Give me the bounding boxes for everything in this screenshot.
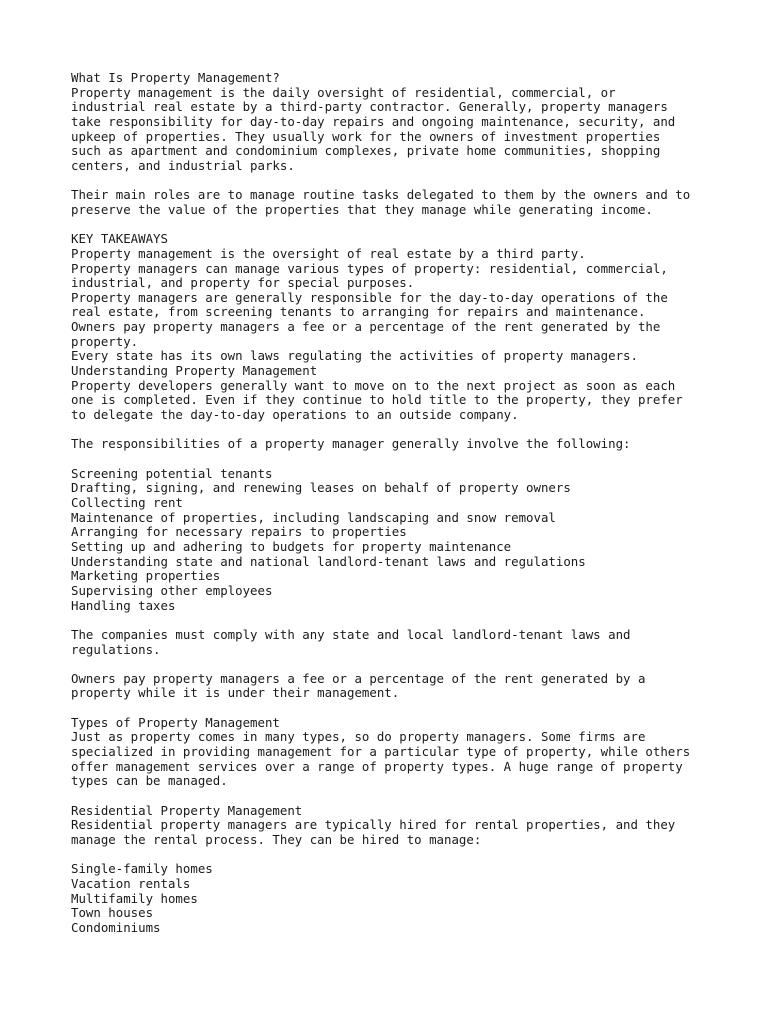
list-item: Handling taxes <box>71 597 176 613</box>
list-item: Single-family homes <box>71 861 213 877</box>
text-line: types can be managed. <box>71 773 228 789</box>
text-line: take responsibility for day-to-day repairs and ongoing maintenance, security, and <box>71 113 676 129</box>
text-line: property. <box>71 333 139 349</box>
blank-line <box>71 174 751 189</box>
text-line: such as apartment and condominium complexes, private home communities, shopping <box>71 143 661 159</box>
section-heading-key-takeaways: KEY TAKEAWAYS <box>71 231 168 247</box>
list-item: Screening potential tenants <box>71 465 273 481</box>
text-line: manage the rental process. They can be hired to manage: <box>71 832 482 847</box>
list-item: Drafting, signing, and renewing leases on behalf of property owners <box>71 480 571 496</box>
list-item: Marketing properties <box>71 568 221 584</box>
blank-line <box>71 613 751 628</box>
section-heading-what-is: What Is Property Management? <box>71 70 280 85</box>
text-line: to delegate the day-to-day operations to an outside company. <box>71 407 519 423</box>
list-item: Supervising other employees <box>71 582 273 598</box>
text-line: Just as property comes in many types, so do property managers. Some firms are <box>71 729 646 745</box>
text-line: offer management services over a range of property types. A huge range of property <box>71 758 683 774</box>
text-line: property while it is under their management. <box>71 685 400 701</box>
list-item: Collecting rent <box>71 494 183 510</box>
text-line: Property management is the oversight of real estate by a third party. <box>71 245 586 261</box>
blank-line <box>71 701 751 716</box>
text-line: The companies must comply with any state and local landlord-tenant laws and <box>71 626 631 642</box>
list-item: Maintenance of properties, including landscaping and snow removal <box>71 509 556 525</box>
document-page <box>71 71 751 936</box>
text-line: industrial, and property for special purposes. <box>71 275 415 291</box>
section-heading-understanding: Understanding Property Management <box>71 363 318 379</box>
text-line: Property management is the daily oversight of residential, commercial, or <box>71 84 616 100</box>
blank-line <box>71 789 751 804</box>
blank-line <box>71 657 751 672</box>
list-item: Multifamily homes <box>71 890 198 906</box>
text-line: Every state has its own laws regulating the activities of property managers. <box>71 348 638 364</box>
blank-line <box>71 423 751 438</box>
text-line: Property managers are generally responsible for the day-to-day operations of the <box>71 289 668 305</box>
text-line: centers, and industrial parks. <box>71 157 295 173</box>
section-heading-types: Types of Property Management <box>71 714 280 730</box>
blank-line <box>71 218 751 233</box>
blank-line <box>71 452 751 467</box>
text-line: real estate, from screening tenants to arranging for repairs and maintenance. <box>71 304 646 320</box>
text-line: Owners pay property managers a fee or a percentage of the rent generated by the <box>71 319 661 335</box>
list-item: Condominiums <box>71 919 161 935</box>
list-item: Understanding state and national landlord-tenant laws and regulations <box>71 553 586 569</box>
text-line: industrial real estate by a third-party contractor. Generally, property managers <box>71 99 668 115</box>
text-line: The responsibilities of a property manager generally involve the following: <box>71 436 631 452</box>
text-line: specialized in providing management for a particular type of property, while others <box>71 744 691 760</box>
text-line: upkeep of properties. They usually work for the owners of investment properties <box>71 128 661 144</box>
text-line: one is completed. Even if they continue to hold title to the property, they prefer <box>71 392 683 408</box>
list-item: Vacation rentals <box>71 875 191 891</box>
text-line: Their main roles are to manage routine tasks delegated to them by the owners and to <box>71 187 691 203</box>
list-item: Arranging for necessary repairs to properties <box>71 524 407 540</box>
section-heading-residential: Residential Property Management <box>71 802 303 818</box>
blank-line <box>71 848 751 863</box>
text-line: Residential property managers are typically hired for rental properties, and they <box>71 817 676 833</box>
text-line: preserve the value of the properties that they manage while generating income. <box>71 201 653 217</box>
document-body <box>71 71 751 936</box>
text-line: regulations. <box>71 641 161 657</box>
text-line: Property managers can manage various types of property: residential, commercial, <box>71 260 668 276</box>
list-item: Town houses <box>71 905 154 921</box>
list-item: Setting up and adhering to budgets for property maintenance <box>71 538 512 554</box>
text-line: Owners pay property managers a fee or a percentage of the rent generated by a <box>71 670 646 686</box>
text-line: Property developers generally want to move on to the next project as soon as each <box>71 377 676 393</box>
